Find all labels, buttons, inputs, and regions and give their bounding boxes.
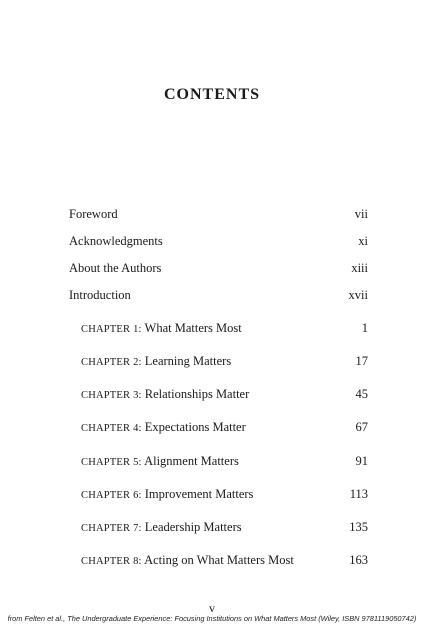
chapter-title: Leadership Matters <box>144 520 242 534</box>
toc-entry-label <box>81 452 239 472</box>
chapter-title: What Matters Most <box>144 321 242 335</box>
toc-entry-label <box>81 385 249 405</box>
chapter-number: CHAPTER 8: <box>81 556 142 567</box>
toc-entry-page: 1 <box>361 321 368 335</box>
toc-entry-label <box>81 485 253 505</box>
toc-entry-page: 163 <box>349 553 368 567</box>
page-title: CONTENTS <box>163 86 261 103</box>
toc-entry-label <box>81 518 242 538</box>
toc-entry-chapter-8[interactable] <box>69 551 368 569</box>
toc-entry-label: Foreword <box>69 207 118 221</box>
toc-entry-page: vii <box>354 207 368 221</box>
chapter-number: CHAPTER 4: <box>81 423 142 434</box>
chapter-number: CHAPTER 2: <box>81 357 142 368</box>
toc-entry-label: Introduction <box>69 288 131 302</box>
toc-entry-label <box>81 319 242 339</box>
chapter-title: Relationships Matter <box>144 387 250 401</box>
toc-entry-chapter-6[interactable] <box>69 485 368 503</box>
page-number: v <box>209 601 215 615</box>
toc-entry-introduction[interactable] <box>69 286 368 304</box>
toc-entry-label <box>81 352 231 372</box>
toc-entry-about-the-authors[interactable] <box>69 259 368 277</box>
toc-entry-page: xiii <box>351 261 368 275</box>
toc-entry-page: 135 <box>349 520 368 534</box>
toc-entry-chapter-4[interactable] <box>69 418 368 436</box>
toc-entry-label <box>81 551 294 571</box>
chapter-number: CHAPTER 1: <box>81 324 142 335</box>
toc-entry-chapter-5[interactable] <box>69 452 368 470</box>
toc-entry-chapter-7[interactable] <box>69 518 368 536</box>
toc-entry-chapter-1[interactable] <box>69 319 368 337</box>
toc-entry-page: 91 <box>355 454 368 468</box>
toc-entry-page: 45 <box>355 387 368 401</box>
chapter-number: CHAPTER 5: <box>81 457 142 468</box>
toc-entry-chapter-2[interactable] <box>69 352 368 370</box>
chapter-number: CHAPTER 3: <box>81 390 142 401</box>
chapter-title: Acting on What Matters Most <box>144 553 294 567</box>
toc-entry-label <box>81 418 246 438</box>
chapter-title: Alignment Matters <box>144 454 239 468</box>
toc-entry-page: 113 <box>349 487 368 501</box>
toc-entry-foreword[interactable] <box>69 205 368 223</box>
toc-entry-page: 67 <box>355 420 368 434</box>
chapter-title: Improvement Matters <box>144 487 254 501</box>
source-note: from Felten et al., The Undergraduate Experience: Focusing Institutions on What Matters Most (Wiley, ISBN 9781119050742) <box>7 614 417 623</box>
chapter-number: CHAPTER 7: <box>81 523 142 534</box>
chapter-title: Learning Matters <box>144 354 232 368</box>
toc-entry-label: About the Authors <box>69 261 162 275</box>
toc-entry-chapter-3[interactable] <box>69 385 368 403</box>
chapter-number: CHAPTER 6: <box>81 490 142 501</box>
chapter-title: Expectations Matter <box>144 420 246 434</box>
toc-entry-page: xvii <box>348 288 368 302</box>
toc-entry-page: 17 <box>355 354 368 368</box>
toc-entry-acknowledgments[interactable] <box>69 232 368 250</box>
toc-entry-page: xi <box>358 234 368 248</box>
toc-entry-label: Acknowledgments <box>69 234 163 248</box>
